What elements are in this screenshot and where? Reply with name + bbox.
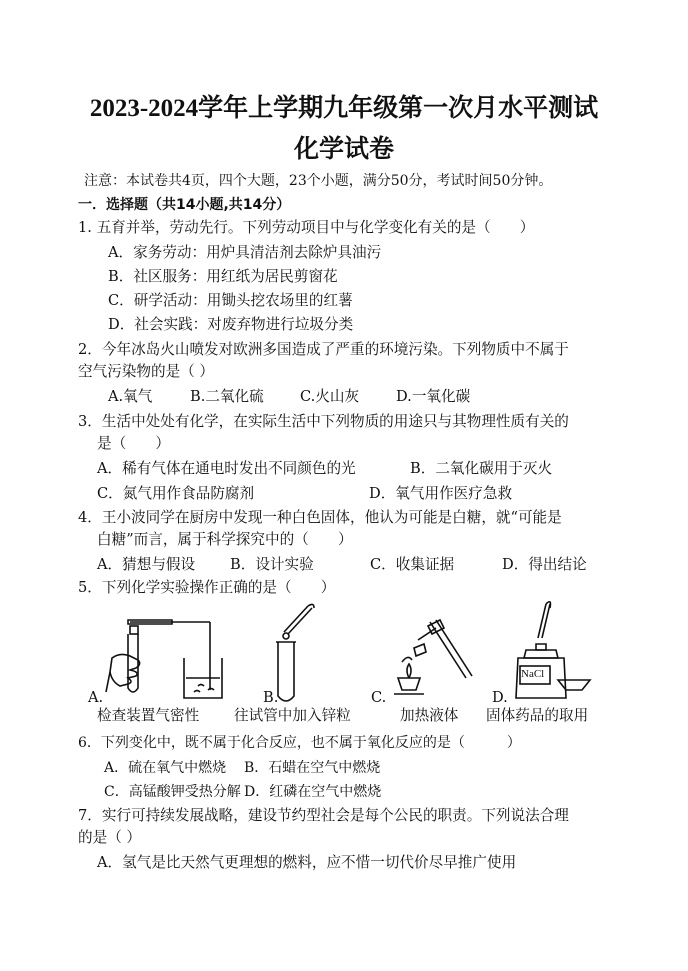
q5-caption-c: 加热液体 <box>400 707 459 724</box>
q4-option-c: C．收集证据 <box>370 556 455 573</box>
q5-stem: 5．下列化学实验操作正确的是（ ） <box>78 579 336 596</box>
q4-option-d: D．得出结论 <box>502 556 587 573</box>
q4-stem-line1: 4．王小波同学在厨房中发现一种白色固体，他认为可能是白糖，就“可能是 <box>78 509 562 526</box>
q3-option-a: A．稀有气体在通电时发出不同颜色的光 <box>97 460 356 477</box>
q3-stem-line1: 3．生活中处处有化学，在实际生活中下列物质的用途只与其物理性质有关的 <box>78 413 569 430</box>
figure-airtightness-check <box>90 612 230 704</box>
q2-stem-line2: 空气污染物的是（ ） <box>78 363 214 380</box>
q1-option-c: C．研学活动：用锄头挖农场里的红薯 <box>108 292 353 309</box>
q3-option-c: C．氮气用作食品防腐剂 <box>97 485 255 502</box>
q5-caption-d: 固体药品的取用 <box>486 707 589 724</box>
q2-option-b: B.二氧化硫 <box>190 388 264 405</box>
q1-stem: 1. 五育并举，劳动先行。下列劳动项目中与化学变化有关的是（ ） <box>78 219 535 236</box>
q6-option-c: C．高锰酸钾受热分解 <box>104 784 241 800</box>
q3-stem-line2: 是（ ） <box>97 435 170 452</box>
q6-option-d: D．红磷在空气中燃烧 <box>244 784 382 800</box>
q2-option-d: D.一氧化碳 <box>396 388 471 405</box>
q5-caption-b: 往试管中加入锌粒 <box>234 707 351 724</box>
q2-stem-line1: 2．今年冰岛火山喷发对欧洲多国造成了严重的环境污染。下列物质中不属于 <box>78 341 569 358</box>
exam-notice: 注意：本试卷共4页，四个大题，23个小题，满分50分，考试时间50分钟。 <box>84 173 553 189</box>
q6-option-a: A．硫在氧气中燃烧 <box>104 760 227 776</box>
q5-option-d-label: D. <box>492 689 508 706</box>
q7-option-a: A．氢气是比天然气更理想的燃料，应不惜一切代价尽早推广使用 <box>97 854 517 871</box>
q5-caption-a: 检查装置气密性 <box>97 707 200 724</box>
q6-option-b: B．石蜡在空气中燃烧 <box>244 760 381 776</box>
q1-option-b: B．社区服务：用红纸为居民剪窗花 <box>108 268 338 285</box>
q7-stem-line2: 的是（ ） <box>78 829 142 846</box>
q4-stem-line2: 白糖”而言，属于科学探究中的（ ） <box>97 531 353 548</box>
section-heading: 一．选择题（共14小题,共14分） <box>78 197 291 213</box>
q3-option-d: D．氧气用作医疗急救 <box>369 485 513 502</box>
figure-heating-liquid <box>378 608 478 704</box>
q5-option-c-label: C. <box>371 689 387 706</box>
q1-option-d: D．社会实践：对废弃物进行垃圾分类 <box>108 316 354 333</box>
q2-option-c: C.火山灰 <box>300 388 360 405</box>
page-subtitle: 化学试卷 <box>293 136 394 163</box>
q3-option-b: B．二氧化碳用于灭火 <box>410 460 553 477</box>
q7-stem-line1: 7．实行可持续发展战略，建设节约型社会是每个公民的职责。下列说法合理 <box>78 807 569 824</box>
q5-option-a-label: A. <box>88 689 104 706</box>
figure-solid-reagent <box>500 598 600 704</box>
q4-option-a: A．猜想与假设 <box>97 556 196 573</box>
q4-option-b: B．设计实验 <box>230 556 314 573</box>
q6-stem: 6．下列变化中，既不属于化合反应，也不属于氧化反应的是（ ） <box>78 735 521 751</box>
nacl-label: NaCl <box>521 668 545 680</box>
page-title: 2023-2024学年上学期九年级第一次月水平测试 <box>89 95 599 122</box>
q1-option-a: A．家务劳动：用炉具清洁剂去除炉具油污 <box>108 244 382 261</box>
q2-option-a: A.氧气 <box>108 388 153 405</box>
q5-option-b-label: B. <box>263 689 279 706</box>
